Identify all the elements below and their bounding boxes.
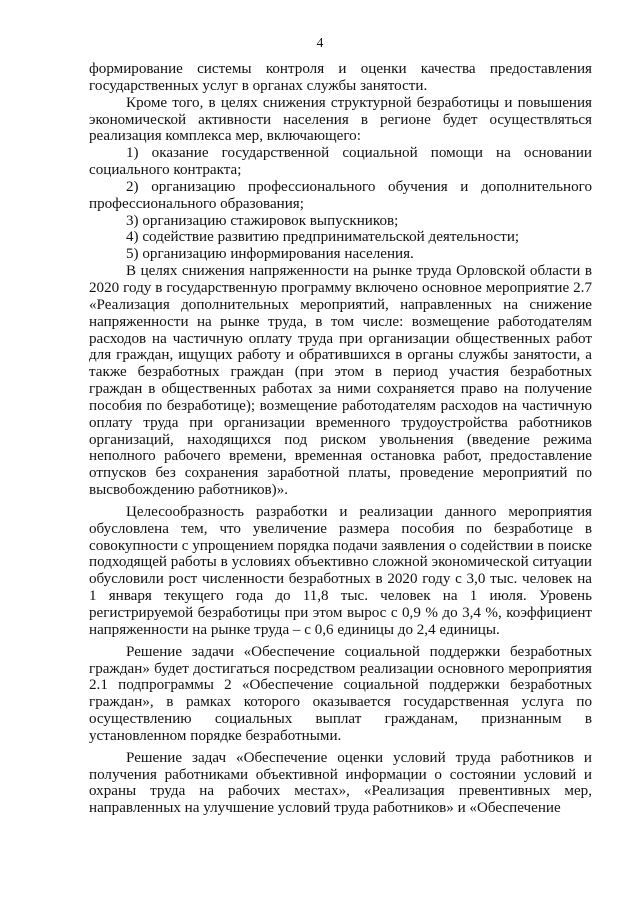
list-item-informing: 5) организацию информирования населения. — [126, 246, 414, 263]
paragraph-measures-intro: Кроме того, в целях снижения структурной безработицы и повышения экономической активности населения в регионе будет осуществляться реализация комплекса мер, включающего: — [89, 94, 592, 145]
document-body — [89, 61, 592, 817]
page-number: 4 — [316, 35, 324, 50]
list-item-professional-training: 2) организацию профессионального обучения и дополнительного профессионального образования; — [89, 178, 592, 212]
paragraph-measure-2-7: В целях снижения напряженности на рынке труда Орловской области в 2020 году в государственную программу включено основное мероприятие 2.7 «Реализация дополнительных мероприятий, направленных на снижение напряженности на рынке труда, в том числе: возмещение работодателям расходов на частичную оплату труда при организации общественных работ для граждан, ищущих работу и обратившихся в органы службы занятости, а также безработных граждан (при этом в период участия безработных граждан в общественных работах за ними сохраняется право на получение пособия по безработице); возмещение работодателям расходов на частичную оплату труда при организации временного трудоустройства работников организаций, находящихся под риском увольнения (введение режима неполного рабочего времени, временная остановка работ, предоставление отпусков без сохранения заработной платы, проведение мероприятий по высвобождению работников)». — [89, 263, 592, 499]
paragraph-social-support: Решение задачи «Обеспечение социальной поддержки безработных граждан» будет достигаться посредством реализации основного мероприятия 2.1 подпрограммы 2 «Обеспечение социальной поддержки безработных граждан», в рамках которого оказывается государственная услуга по осуществлению социальных выплат гражданам, признанным в установленном порядке безработными. — [89, 643, 592, 744]
list-item-internships: 3) организацию стажировок выпускников; — [126, 212, 399, 229]
list-item-social-contract: 1) оказание государственной социальной помощи на основании социального контракта; — [89, 145, 592, 179]
paragraph-rationale: Целесообразность разработки и реализации данного мероприятия обусловлена тем, что увеличение размера пособия по безработице в совокупности с упрощением порядка подачи заявления о содействии в поиске подходящей работы в условиях объективно сложной экономической ситуации обусловили рост численности безработных в 2020 году с 3,0 тыс. человек на 1 января текущего года до 11,8 тыс. человек на 1 июля. Уровень регистрируемой безработицы при этом вырос с 0,9 % до 3,4 %, коэффициент напряженности на рынке труда – с 0,6 единицы до 2,4 единицы. — [89, 503, 592, 638]
paragraph-continuation: формирование системы контроля и оценки качества предоставления государственных услуг в органах службы занятости. — [89, 61, 592, 94]
list-item-entrepreneurship: 4) содействие развитию предпринимательской деятельности; — [126, 229, 520, 246]
paragraph-labor-conditions: Решение задач «Обеспечение оценки условий труда работников и получения работниками объективной информации о состоянии условий и охраны труда на рабочих местах», «Реализация превентивных мер, направленных на улучшение условий труда работников» и «Обеспечение — [89, 749, 592, 817]
